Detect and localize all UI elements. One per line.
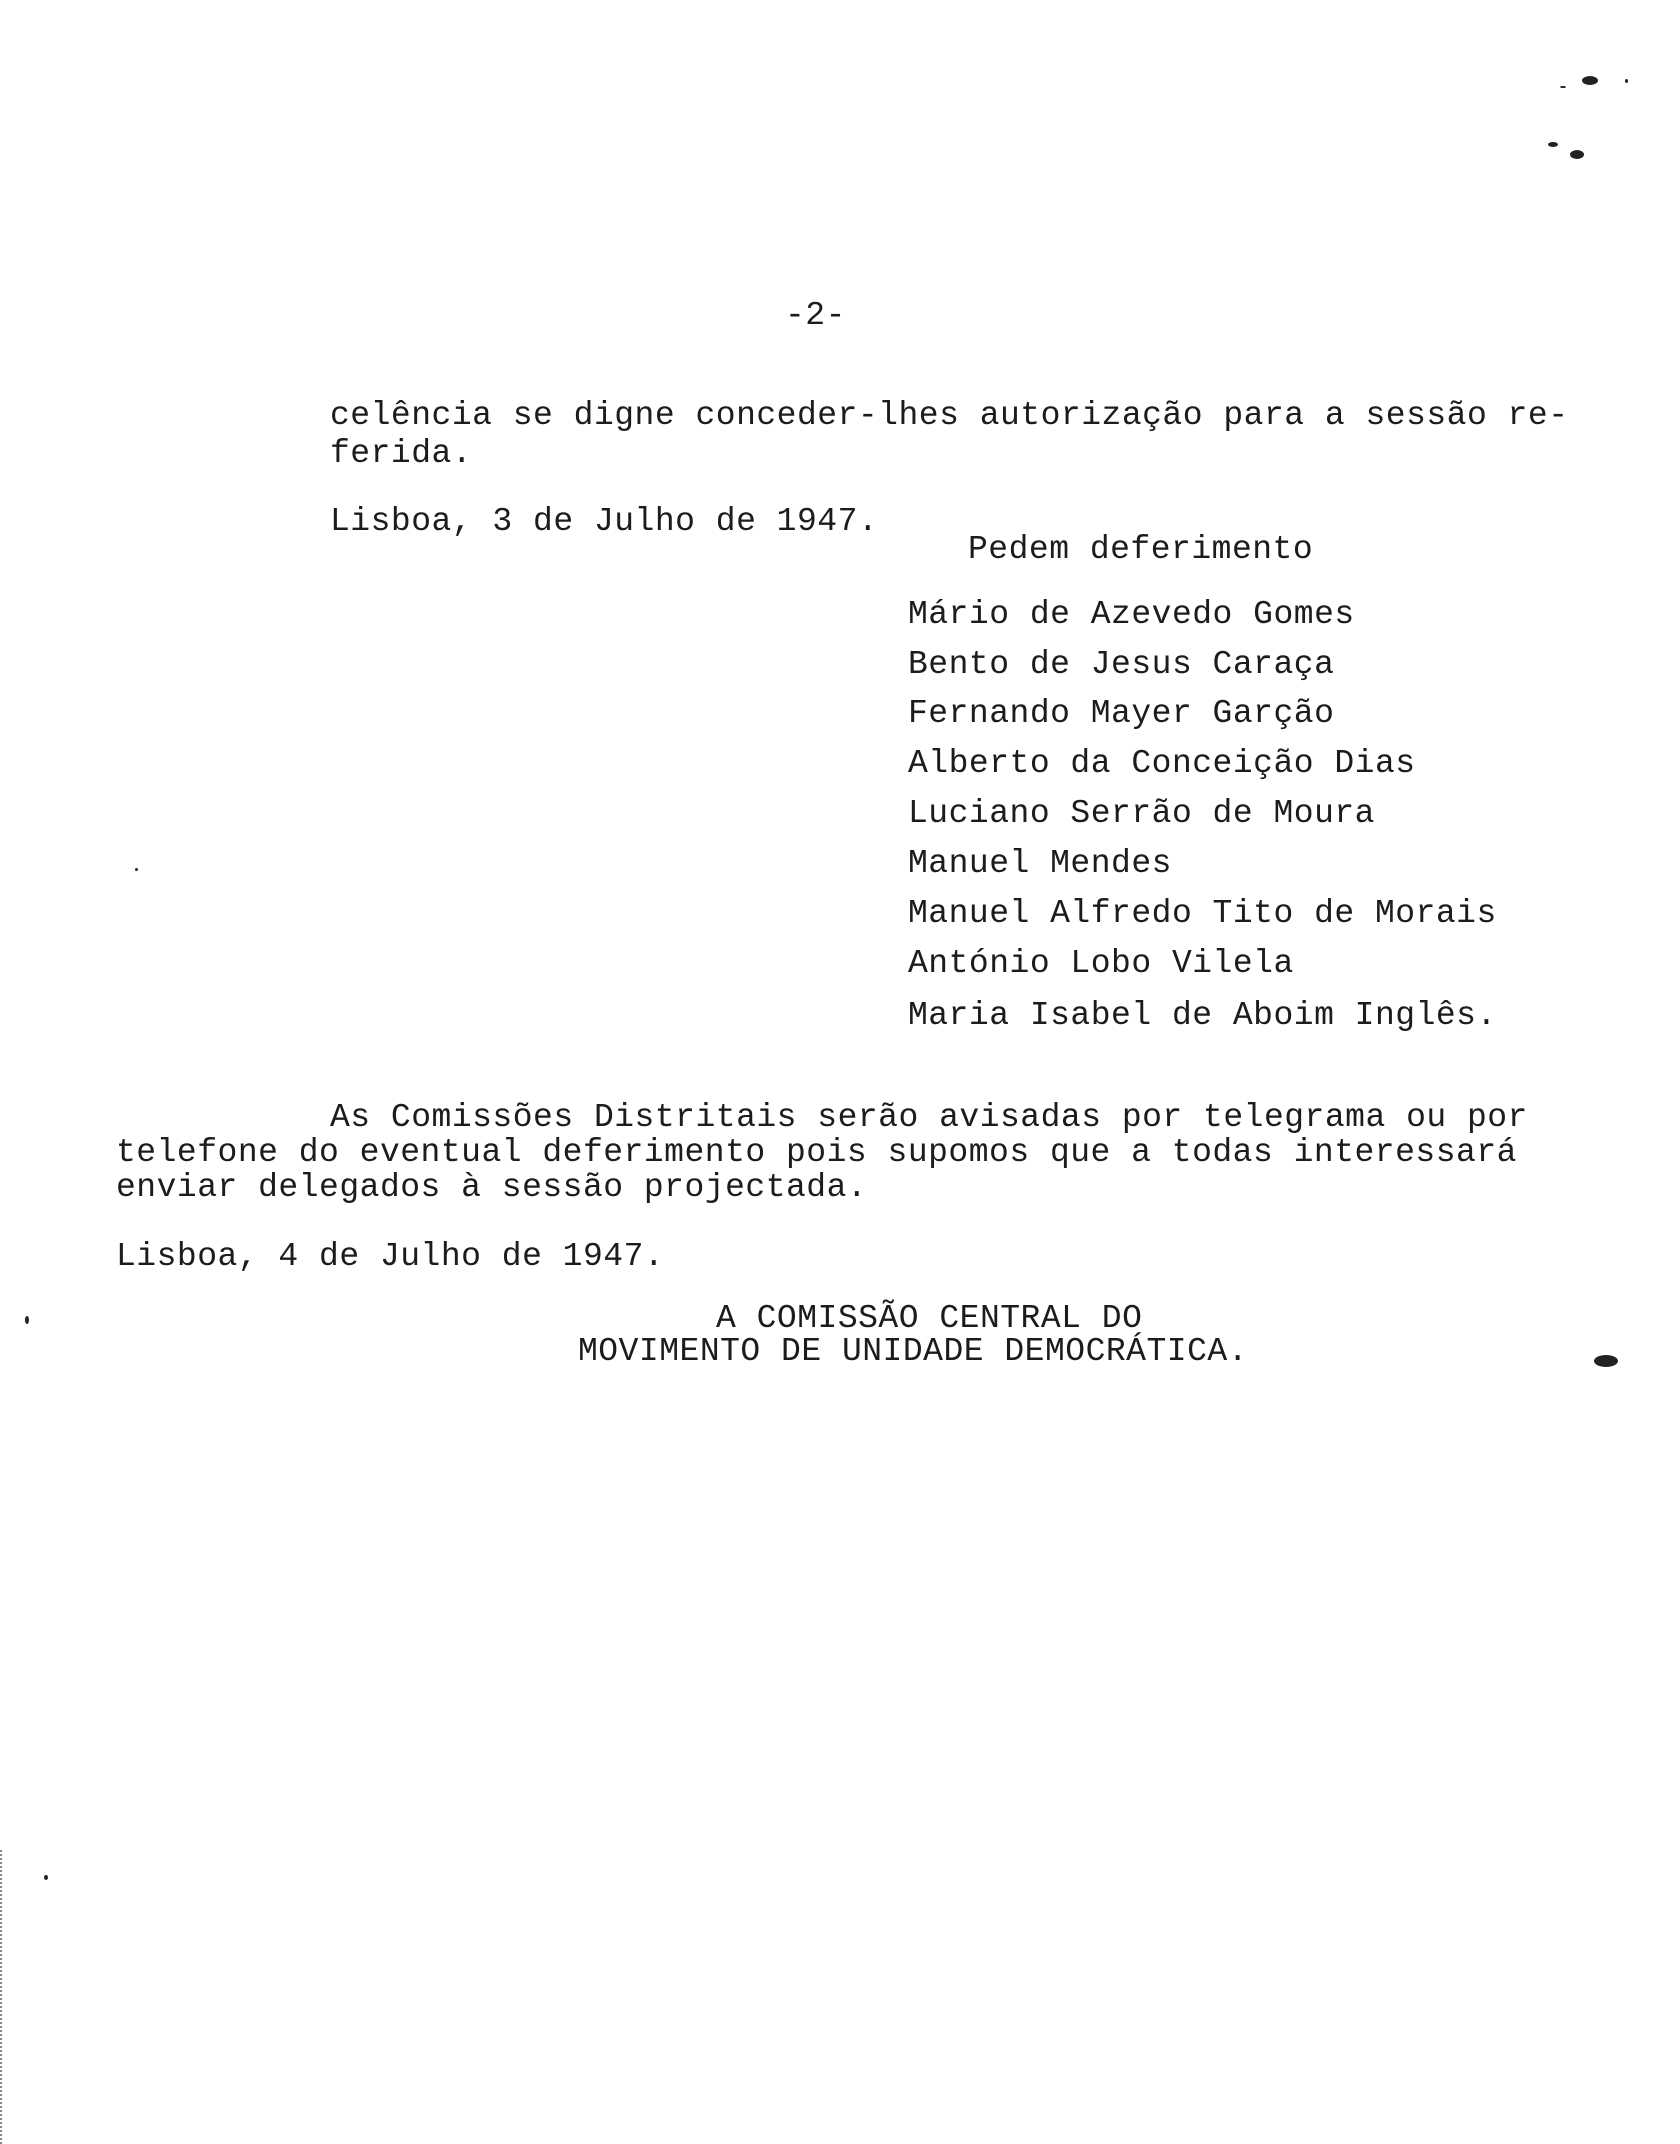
scan-edge: [0, 1850, 5, 2144]
signatory-name: Fernando Mayer Garção: [908, 695, 1335, 732]
scan-speck: [1548, 142, 1558, 147]
scan-speck: [1594, 1355, 1618, 1367]
date-line: Lisboa, 3 de Julho de 1947.: [330, 503, 879, 540]
signatory-name: Alberto da Conceição Dias: [908, 745, 1416, 782]
closing-line: A COMISSÃO CENTRAL DO: [716, 1300, 1143, 1337]
page-number: -2-: [785, 297, 846, 334]
paragraph-line: celência se digne conceder-lhes autorização para a sessão re-: [330, 397, 1569, 434]
scan-speck: [135, 868, 138, 871]
closing-line: MOVIMENTO DE UNIDADE DEMOCRÁTICA.: [578, 1333, 1249, 1370]
signatory-name: Manuel Mendes: [908, 845, 1172, 882]
signatory-name: Bento de Jesus Caraça: [908, 646, 1335, 683]
paragraph-line: telefone do eventual deferimento pois supomos que a todas interessará: [116, 1134, 1517, 1171]
paragraph-line: enviar delegados à sessão projectada.: [116, 1169, 868, 1206]
signatory-name: António Lobo Vilela: [908, 945, 1294, 982]
scan-speck: [1582, 76, 1598, 85]
signatory-name: Luciano Serrão de Moura: [908, 795, 1375, 832]
scan-speck: [1625, 79, 1628, 83]
date-line: Lisboa, 4 de Julho de 1947.: [116, 1238, 665, 1275]
request-closing: Pedem deferimento: [968, 531, 1314, 568]
paragraph-line: ferida.: [330, 435, 473, 472]
signatory-name: Maria Isabel de Aboim Inglês.: [908, 997, 1497, 1034]
scan-speck: [25, 1316, 29, 1324]
signatory-name: Mário de Azevedo Gomes: [908, 596, 1355, 633]
signatory-name: Manuel Alfredo Tito de Morais: [908, 895, 1497, 932]
scan-speck: [1560, 86, 1566, 88]
scan-speck: [1570, 150, 1584, 159]
paragraph-line: As Comissões Distritais serão avisadas por telegrama ou por: [330, 1099, 1528, 1136]
scan-speck: [44, 1875, 48, 1880]
